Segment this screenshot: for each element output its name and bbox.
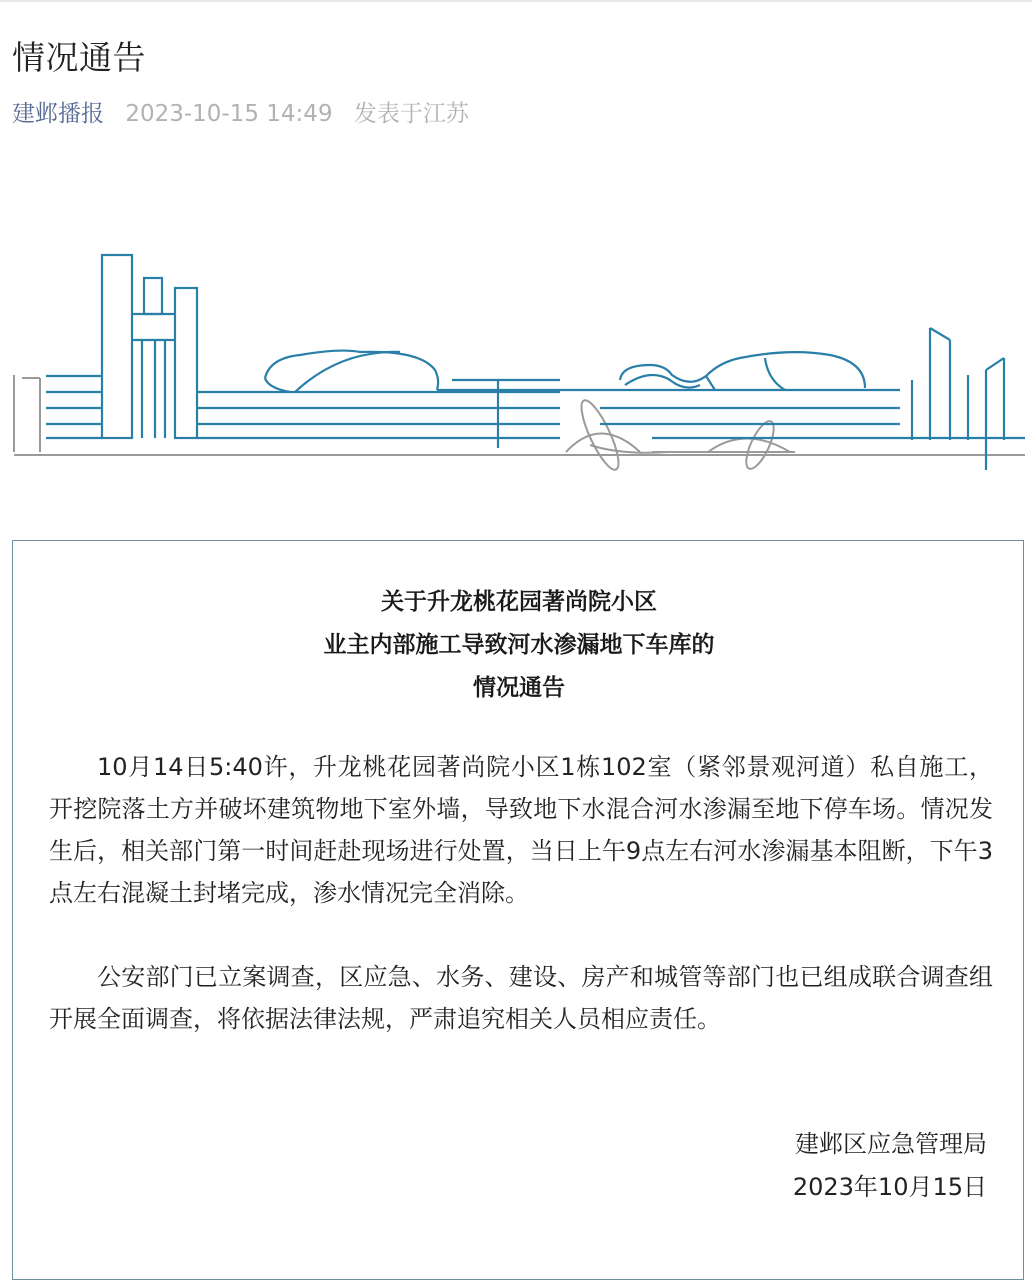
notice-heading-line-2: 业主内部施工导致河水渗漏地下车库的	[323, 632, 715, 658]
notice-heading	[13, 581, 1025, 710]
article-meta	[12, 98, 469, 130]
notice-heading-line-3: 情况通告	[473, 675, 565, 701]
notice-heading-line-1: 关于升龙桃花园著尚院小区	[381, 589, 657, 615]
publish-location: 发表于江苏	[353, 101, 469, 127]
notice-paragraph-2: 公安部门已立案调查，区应急、水务、建设、房产和城管等部门也已组成联合调查组开展全面调查，将依据法律法规，严肃追究相关人员相应责任。	[49, 963, 993, 1033]
signature-org: 建邺区应急管理局	[795, 1130, 987, 1158]
notice-paragraph-1: 10月14日5:40许，升龙桃花园著尚院小区1栋102室（紧邻景观河道）私自施工，开挖院落土方并破坏建筑物地下室外墙，导致地下水混合河水渗漏至地下停车场。情况发生后，相关部门第一时间赶赴现场进行处置，当日上午9点左右河水渗漏基本阻断，下午3点左右混凝土封堵完成，渗水情况完全消除。	[49, 753, 993, 907]
notice-box	[12, 540, 1024, 1280]
author-link[interactable]: 建邺播报	[12, 101, 104, 127]
notice-signature	[793, 1123, 987, 1209]
skyline-illustration-icon	[0, 240, 1032, 490]
publish-date: 2023-10-15 14:49	[125, 101, 333, 127]
article-title: 情况通告	[12, 38, 146, 77]
signature-date: 2023年10月15日	[792, 1173, 987, 1201]
top-divider	[0, 0, 1032, 2]
